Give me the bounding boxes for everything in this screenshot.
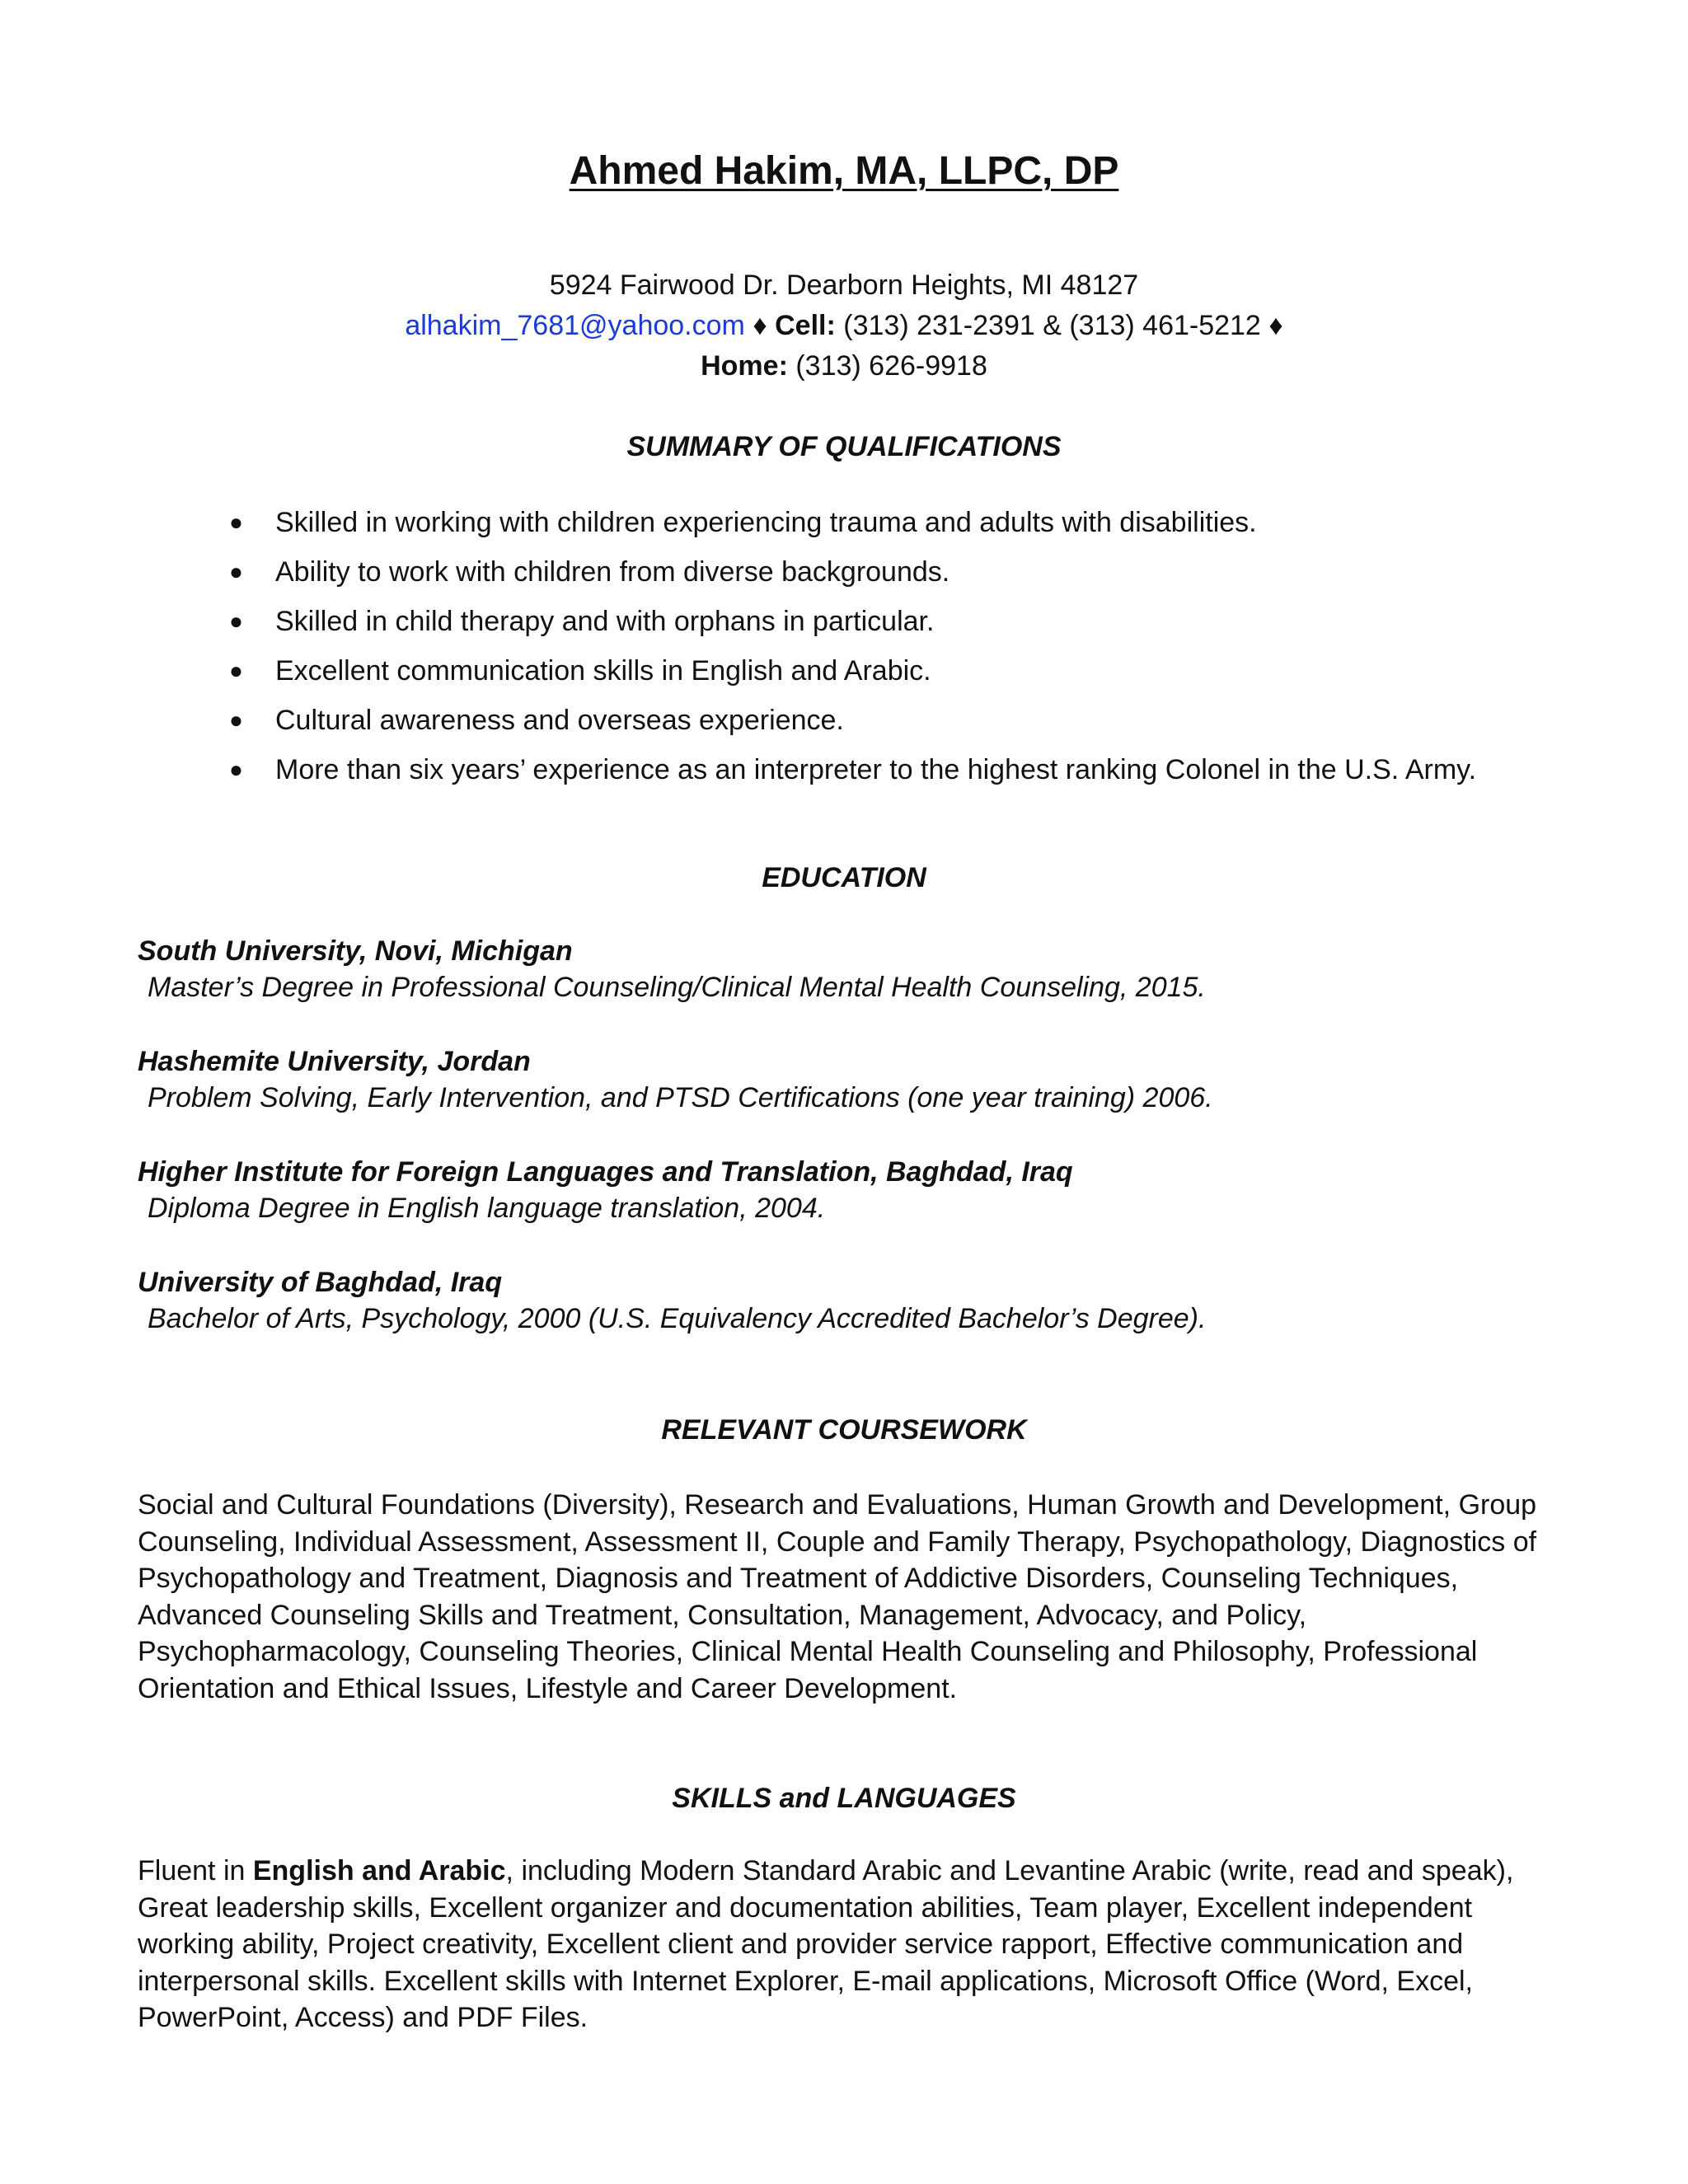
school-name: South University, Novi, Michigan bbox=[138, 935, 573, 967]
coursework-heading: RELEVANT COURSEWORK bbox=[661, 1414, 1027, 1446]
school-name: Higher Institute for Foreign Languages and Translation, Baghdad, Iraq bbox=[138, 1156, 1073, 1188]
list-item bbox=[229, 552, 1581, 602]
summary-item-text: Ability to work with children from diverse backgrounds. bbox=[275, 556, 950, 588]
home-label: Home: bbox=[701, 350, 788, 382]
coursework-paragraph: Social and Cultural Foundations (Diversity), Research and Evaluations, Human Growth and Development, Group Counseling, Individual Assessment, Assessment II, Couple and Family Therapy, Psychopathology, Diagnostics of Psychopathology and Treatment, Diagnosis and Treatment of Addictive Disorders, Counseling Techniques, Advanced Counseling Skills and Treatment, Consultation, Management, Advocacy, and Policy, Psychopharmacology, Counseling Theories, Clinical Mental Health Counseling and Philosophy, Professional Orientation and Ethical Issues, Lifestyle and Career Development. bbox=[138, 1489, 1537, 1704]
bullet-icon: ● bbox=[229, 509, 243, 535]
summary-item-text: Skilled in child therapy and with orphans in particular. bbox=[275, 606, 935, 637]
cell-numbers: (313) 231-2391 & (313) 461-5212 bbox=[843, 310, 1261, 341]
bullet-icon: ● bbox=[229, 559, 243, 584]
candidate-name: Ahmed Hakim, MA, LLPC, DP bbox=[569, 149, 1119, 193]
header bbox=[0, 147, 1688, 196]
bullet-icon: ● bbox=[229, 707, 243, 733]
email-link[interactable]: alhakim_7681@yahoo.com bbox=[405, 310, 745, 341]
contact-block bbox=[0, 265, 1688, 387]
phone-email-line bbox=[0, 306, 1688, 346]
skills-paragraph bbox=[138, 1853, 1572, 2036]
list-item bbox=[229, 602, 1581, 651]
bullet-icon: ● bbox=[229, 658, 243, 683]
degree-text: Diploma Degree in English language translation, 2004. bbox=[148, 1193, 826, 1224]
degree-text: Bachelor of Arts, Psychology, 2000 (U.S. Equivalency Accredited Bachelor’s Degree). bbox=[148, 1303, 1207, 1334]
address: 5924 Fairwood Dr. Dearborn Heights, MI 48127 bbox=[549, 269, 1139, 301]
school-name: Hashemite University, Jordan bbox=[138, 1046, 531, 1077]
education-heading: EDUCATION bbox=[762, 862, 926, 893]
summary-item-text: Excellent communication skills in English and Arabic. bbox=[275, 655, 931, 687]
skills-text: , including Modern Standard Arabic and Levantine Arabic (write, read and speak), Great leadership skills, Excellent organizer and documentation abilities, Team player, Excellent independent working ability, Project creativity, Excellent client and provider service rapport, Effective communication and interpersonal skills. Excellent skills with Internet Explorer, E-mail applications, Microsoft Office (Word, Excel, PowerPoint, Access) and PDF Files. bbox=[138, 1855, 1514, 2033]
summary-list bbox=[229, 503, 1581, 799]
education-entry bbox=[138, 1264, 1580, 1337]
summary-item-text: Skilled in working with children experiencing trauma and adults with disabilities. bbox=[275, 507, 1257, 538]
education-entry bbox=[138, 933, 1580, 1005]
list-item bbox=[229, 651, 1581, 701]
bullet-icon: ● bbox=[229, 757, 243, 782]
home-number: (313) 626-9918 bbox=[795, 350, 987, 382]
education-entry bbox=[138, 1043, 1580, 1116]
list-item bbox=[229, 701, 1581, 750]
diamond-separator-icon: ♦ bbox=[1268, 310, 1283, 341]
home-phone-line bbox=[0, 346, 1688, 387]
list-item bbox=[229, 750, 1581, 799]
degree-text: Master’s Degree in Professional Counseling/Clinical Mental Health Counseling, 2015. bbox=[148, 972, 1206, 1003]
summary-item-text: More than six years’ experience as an interpreter to the highest ranking Colonel in the U.S. Army. bbox=[275, 754, 1477, 785]
languages-highlight: English and Arabic bbox=[252, 1855, 506, 1886]
summary-heading: SUMMARY OF QUALIFICATIONS bbox=[626, 431, 1062, 462]
cell-label: Cell: bbox=[775, 310, 836, 341]
bullet-icon: ● bbox=[229, 608, 243, 634]
skills-prefix: Fluent in bbox=[138, 1855, 253, 1886]
list-item bbox=[229, 503, 1581, 552]
address-line bbox=[0, 265, 1688, 306]
school-name: University of Baghdad, Iraq bbox=[138, 1267, 503, 1298]
education-entry bbox=[138, 1154, 1580, 1226]
diamond-separator-icon: ♦ bbox=[753, 310, 767, 341]
skills-heading: SKILLS and LANGUAGES bbox=[672, 1783, 1016, 1814]
summary-item-text: Cultural awareness and overseas experience. bbox=[275, 705, 844, 736]
degree-text: Problem Solving, Early Intervention, and PTSD Certifications (one year training) 2006. bbox=[148, 1082, 1213, 1113]
